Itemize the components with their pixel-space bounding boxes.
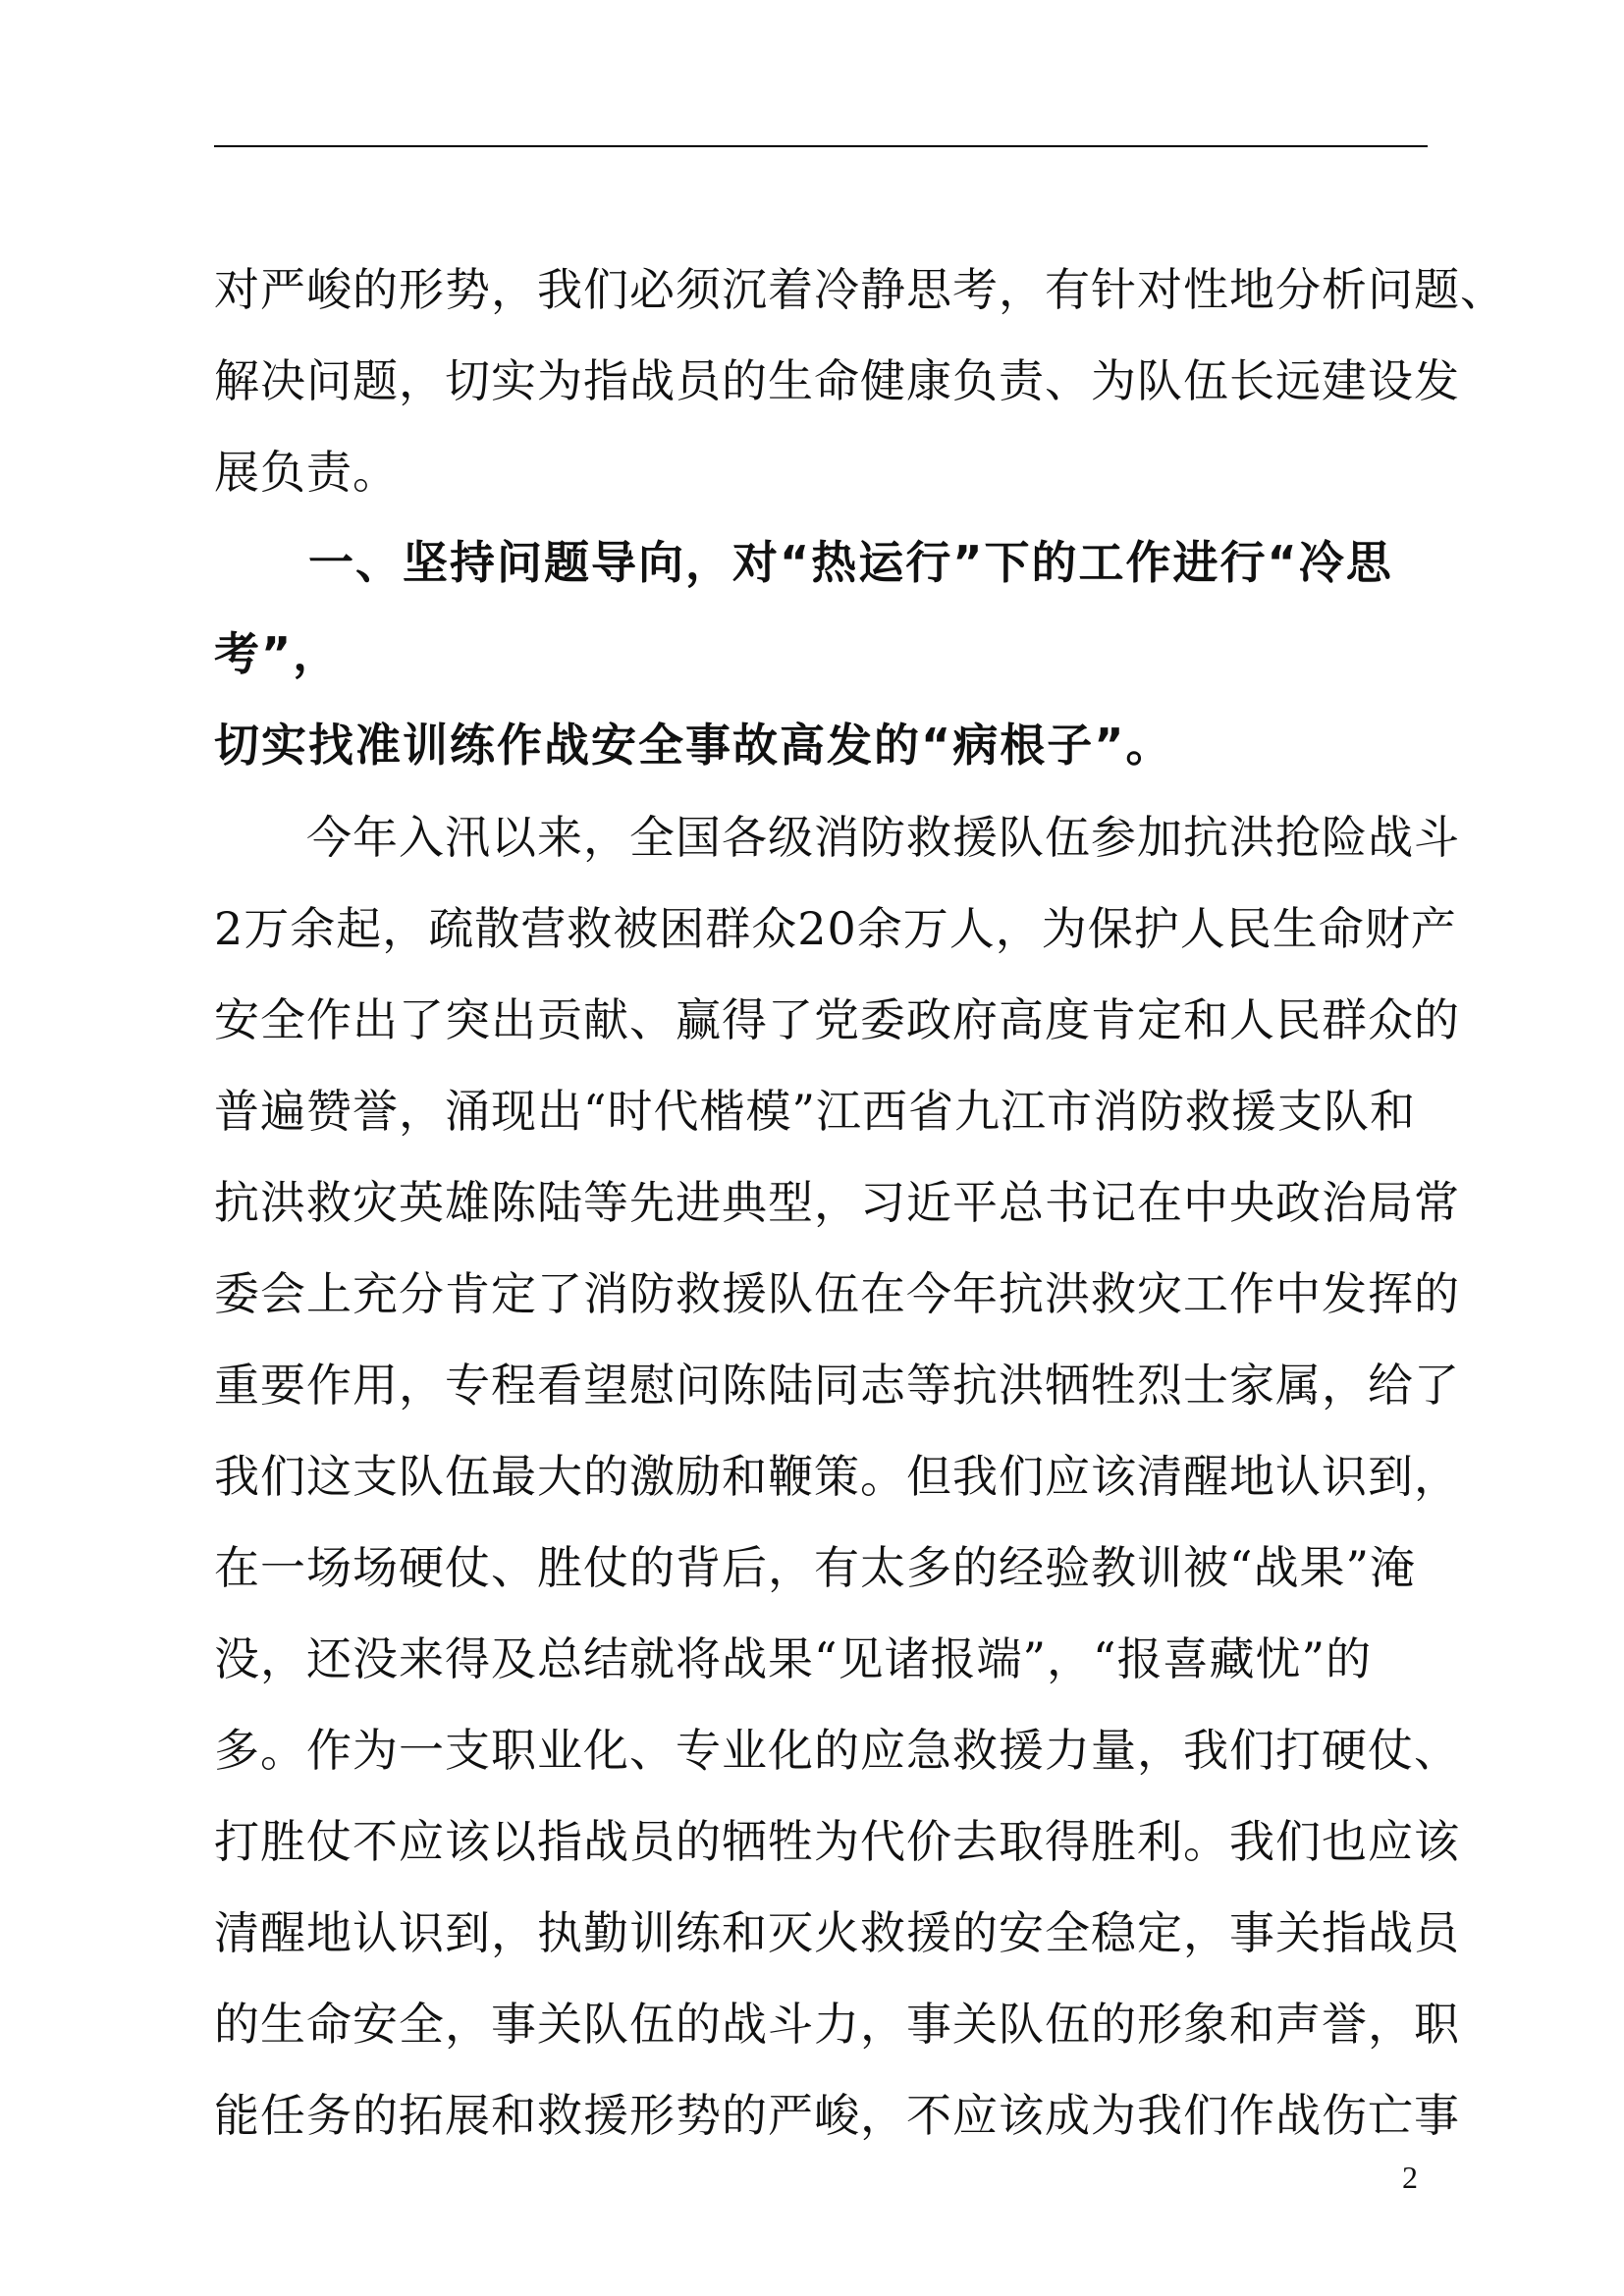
section-heading-line: 切实找准训练作战安全事故高发的“病根子”。	[214, 719, 1173, 772]
section-heading-line: 一、坚持问题导向，对“热运行”下的工作进行“冷思	[214, 536, 1393, 589]
section-heading-line: 考”，	[214, 627, 341, 680]
body-line: 2万余起，疏散营救被困群众20余万人，为保护人民生命财产	[214, 902, 1457, 955]
body-line: 的生命安全，事关队伍的战斗力，事关队伍的形象和声誉，职	[214, 1998, 1460, 2051]
body-line: 我们这支队伍最大的激励和鞭策。但我们应该清醒地认识到，	[214, 1450, 1460, 1503]
body-line: 重要作用，专程看望慰问陈陆同志等抗洪牺牲烈士家属，给了	[214, 1359, 1460, 1412]
page-number: 2	[1402, 2160, 1418, 2195]
header-rule	[214, 145, 1428, 147]
body-line: 普遍赞誉，涌现出“时代楷模”江西省九江市消防救援支队和	[214, 1085, 1417, 1138]
body-line: 对严峻的形势，我们必须沉着冷静思考，有针对性地分析问题、	[214, 263, 1506, 316]
body-line: 今年入汛以来，全国各级消防救援队伍参加抗洪抢险战斗	[214, 811, 1460, 864]
body-line: 安全作出了突出贡献、赢得了党委政府高度肯定和人民群众的	[214, 993, 1460, 1046]
body-line: 能任务的拓展和救援形势的严峻，不应该成为我们作战伤亡事	[214, 2089, 1460, 2142]
body-line: 抗洪救灾英雄陈陆等先进典型，习近平总书记在中央政治局常	[214, 1176, 1460, 1229]
body-line: 多。作为一支职业化、专业化的应急救援力量，我们打硬仗、	[214, 1724, 1460, 1777]
body-line: 在一场场硬仗、胜仗的背后，有太多的经验教训被“战果”淹	[214, 1541, 1417, 1594]
body-line: 清醒地认识到，执勤训练和灭火救援的安全稳定，事关指战员	[214, 1906, 1460, 1959]
body-line: 解决问题，切实为指战员的生命健康负责、为队伍长远建设发	[214, 354, 1460, 407]
body-line: 委会上充分肯定了消防救援队伍在今年抗洪救灾工作中发挥的	[214, 1267, 1460, 1320]
body-line: 没，还没来得及总结就将战果“见诸报端”，“报喜藏忧”的	[214, 1632, 1373, 1685]
body-line: 展负责。	[214, 446, 399, 499]
body-line: 打胜仗不应该以指战员的牺牲为代价去取得胜利。我们也应该	[214, 1815, 1460, 1868]
